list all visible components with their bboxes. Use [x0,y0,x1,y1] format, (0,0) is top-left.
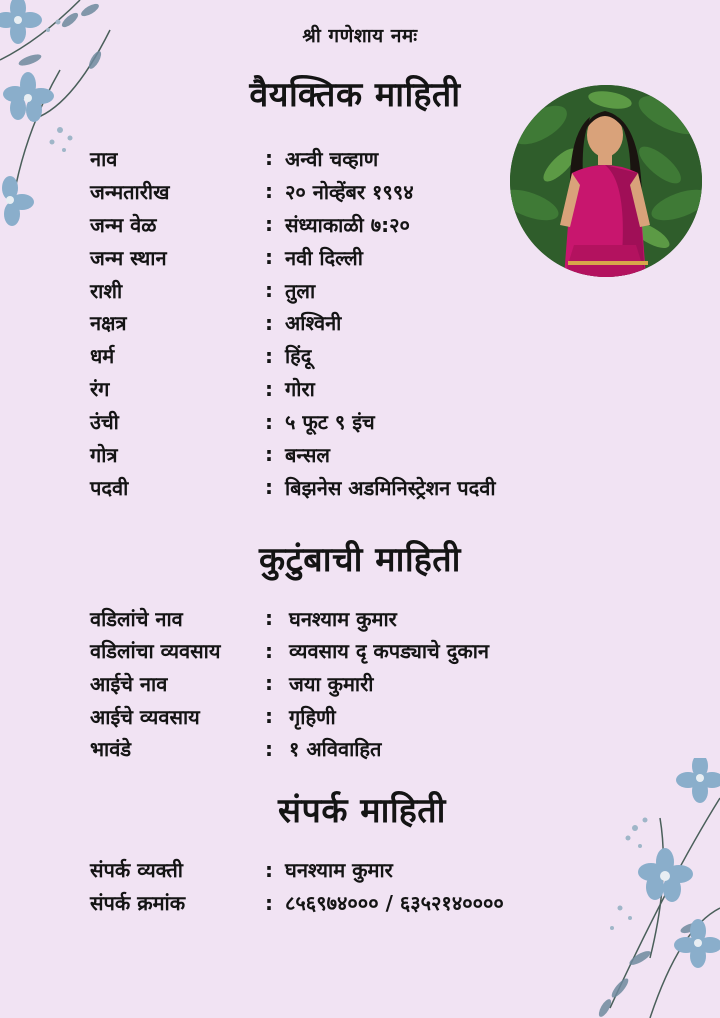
separator: : [265,343,273,368]
separator: : [265,638,273,663]
field-label: नक्षत्र [90,311,127,336]
profile-photo [510,85,702,277]
separator: : [265,475,273,500]
separator: : [265,278,273,302]
separator: : [265,857,273,882]
separator: : [265,704,273,729]
field-value: अश्विनी [285,311,342,336]
field-label: उंची [90,410,119,435]
list-item [90,208,496,241]
separator: : [265,376,273,401]
family-info-title: कुटुंबाची माहिती [259,540,461,580]
field-value: ८५६९७४००० / ६३५२१४०००० [285,891,504,915]
field-value: गृहिणी [289,704,336,729]
field-value: अन्वी चव्हाण [285,146,379,171]
field-label: संपर्क व्यक्ती [90,858,183,882]
field-value: तुला [285,278,316,303]
separator: : [265,146,273,171]
field-value: ५ फूट ९ इंच [285,410,375,435]
field-label: पदवी [90,475,129,500]
separator: : [265,245,273,270]
list-item [90,372,496,405]
field-label: नाव [90,146,118,171]
field-label: जन्म स्थान [90,245,167,270]
contact-info-list [90,853,504,919]
personal-info-title: वैयक्तिक माहिती [249,75,461,115]
list-item [90,602,489,635]
field-label: आईचे व्यवसाय [90,704,200,729]
separator: : [265,409,273,434]
contact-info-title: संपर्क माहिती [278,791,446,831]
field-label: जन्मतारीख [90,179,170,204]
field-label: रंग [90,377,110,402]
field-label: राशी [90,278,123,303]
field-value: गोरा [285,377,315,402]
separator: : [265,890,273,915]
list-item [90,732,489,765]
list-item [90,339,496,372]
separator: : [265,736,273,761]
separator: : [265,606,273,631]
field-label: वडिलांचे नाव [90,606,183,631]
list-item [90,274,496,307]
list-item [90,667,489,700]
field-label: संपर्क क्रमांक [90,891,186,915]
field-value: जया कुमारी [289,671,374,696]
field-label: आईचे नाव [90,671,168,696]
list-item [90,700,489,733]
family-info-list [90,602,489,765]
list-item [90,405,496,438]
field-label: भावंडे [90,737,132,762]
field-value: व्यवसाय दृ कपड्याचे दुकान [289,639,489,664]
field-value: २० नोव्हेंबर १९९४ [285,179,414,204]
field-value: घनश्याम कुमार [285,858,393,882]
list-item [90,306,496,339]
personal-info-list [90,142,496,504]
separator: : [265,212,273,237]
separator: : [265,310,273,335]
separator: : [265,671,273,696]
field-value: नवी दिल्ली [285,245,363,270]
list-item [90,471,496,504]
list-item [90,175,496,208]
field-label: वडिलांचा व्यवसाय [90,639,221,664]
list-item [90,886,504,919]
list-item [90,142,496,175]
separator: : [265,179,273,204]
field-label: धर्म [90,344,115,369]
list-item [90,241,496,274]
separator: : [265,442,273,467]
list-item [90,438,496,471]
field-label: जन्म वेळ [90,212,157,237]
list-item [90,635,489,668]
field-value: संध्याकाळी ७:२० [285,212,410,237]
invocation-text: श्री गणेशाय नमः [302,25,418,47]
field-value: बिझनेस अडमिनिस्ट्रेशन पदवी [285,475,496,500]
field-value: हिंदू [285,344,312,369]
list-item [90,853,504,886]
field-value: १ अविवाहित [289,737,382,762]
field-label: गोत्र [90,442,118,467]
field-value: बन्सल [285,442,330,467]
field-value: घनश्याम कुमार [289,606,397,631]
